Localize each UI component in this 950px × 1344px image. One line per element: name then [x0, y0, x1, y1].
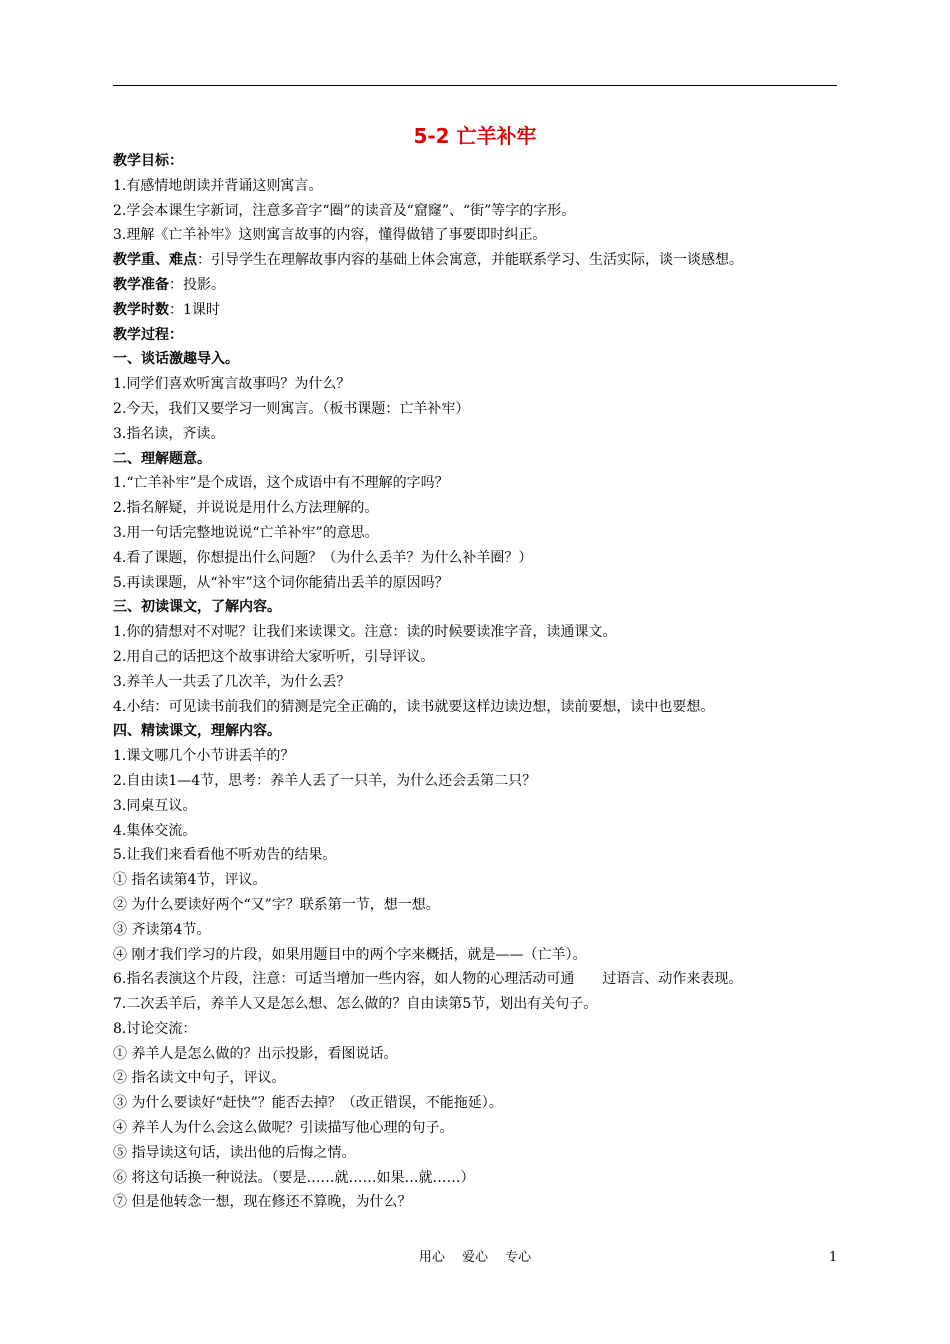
line-text: 3.同桌互议。 [113, 797, 197, 814]
text-line [113, 397, 843, 422]
line-label: 教学过程： [113, 326, 183, 343]
text-line [113, 372, 843, 397]
text-line [113, 496, 843, 521]
header-rule [113, 85, 837, 86]
text-line [113, 893, 843, 918]
line-text: 2.自由读1—4节，思考：养羊人丢了一只羊，为什么还会丢第二只？ [113, 772, 537, 789]
line-text: ④ 养羊人为什么会这么做呢？引读描写他心理的句子。 [113, 1120, 454, 1137]
line-text: 2.学会本课生字新词，注意多音字“圈”的读音及“窟窿”、“街”等字的字形。 [113, 202, 576, 219]
line-text: 4.小结：可见读书前我们的猜测是完全正确的，读书就要这样边读边想，读前要想，读中也要想。 [113, 698, 715, 715]
text-line [113, 323, 843, 348]
text-line [113, 521, 843, 546]
line-text: 2.指名解疑，并说说是用什么方法理解的。 [113, 500, 379, 517]
lesson-body [113, 149, 843, 1215]
line-text: 1.你的猜想对不对呢？让我们来读课文。注意：读的时候要读准字音，读通课文。 [113, 624, 617, 641]
text-line [113, 1141, 843, 1166]
line-label: 教学重、难点 [113, 252, 197, 269]
line-text: 1.有感情地朗读并背诵这则寓言。 [113, 177, 323, 194]
text-line [113, 794, 843, 819]
text-line [113, 918, 843, 943]
text-line [113, 843, 843, 868]
text-line [113, 1116, 843, 1141]
text-line [113, 571, 843, 596]
text-line [113, 695, 843, 720]
text-line [113, 298, 843, 323]
text-line [113, 868, 843, 893]
text-line [113, 223, 843, 248]
line-text: 4.集体交流。 [113, 822, 197, 839]
text-line [113, 546, 843, 571]
line-text: 3.指名读，齐读。 [113, 425, 225, 442]
text-line [113, 248, 843, 273]
text-line [113, 819, 843, 844]
text-line [113, 1017, 843, 1042]
line-text: 1.“亡羊补牢”是个成语，这个成语中有不理解的字吗？ [113, 475, 449, 492]
text-line [113, 422, 843, 447]
line-text: ③ 齐读第4节。 [113, 921, 211, 938]
text-line [113, 719, 843, 744]
text-line [113, 1066, 843, 1091]
text-line [113, 769, 843, 794]
line-text: ⑦ 但是他转念一想，现在修还不算晚，为什么？ [113, 1194, 412, 1211]
line-text: 5.让我们来看看他不听劝告的结果。 [113, 847, 337, 864]
text-line [113, 471, 843, 496]
line-label: 四、精读课文，理解内容。 [113, 723, 281, 740]
page-footer [0, 1248, 950, 1268]
line-text: 1.课文哪几个小节讲丢羊的？ [113, 748, 295, 765]
line-text: ① 养羊人是怎么做的？出示投影，看图说话。 [113, 1045, 398, 1062]
line-label: 教学目标： [113, 153, 183, 169]
line-text: 8.讨论交流： [113, 1020, 197, 1037]
text-line [113, 1190, 843, 1215]
line-label: 一、谈话激趣导入。 [113, 351, 239, 368]
line-label: 教学准备 [113, 276, 169, 293]
text-line [113, 347, 843, 372]
line-text: ：1课时 [169, 301, 220, 318]
text-line [113, 1091, 843, 1116]
text-line [113, 1166, 843, 1191]
line-text: 7.二次丢羊后，养羊人又是怎么想、怎么做的？自由读第5节，划出有关句子。 [113, 996, 598, 1013]
line-text: 3.用一句话完整地说说“亡羊补牢”的意思。 [113, 524, 379, 541]
line-text: 1.同学们喜欢听寓言故事吗？为什么？ [113, 376, 351, 393]
line-text: 6.指名表演这个片段，注意：可适当增加一些内容，如人物的心理活动可通 过语言、动作来表现。 [113, 971, 743, 988]
line-text: ⑥ 将这句话换一种说法。（要是……就……如果…就……） [113, 1169, 475, 1186]
page-title: 5-2 亡羊补牢 [413, 124, 537, 148]
text-line [113, 1042, 843, 1067]
line-text: ：引导学生在理解故事内容的基础上体会寓意，并能联系学习、生活实际，谈一谈感想。 [197, 252, 743, 269]
line-text: 2.今天，我们又要学习一则寓言。（板书课题：亡羊补牢） [113, 400, 470, 417]
text-line [113, 744, 843, 769]
line-label: 二、理解题意。 [113, 450, 211, 467]
text-line [113, 199, 843, 224]
line-text: ② 指名读文中句子，评议。 [113, 1070, 286, 1087]
text-line [113, 273, 843, 298]
text-line [113, 149, 843, 174]
text-line [113, 447, 843, 472]
line-text: ④ 刚才我们学习的片段，如果用题目中的两个字来概括，就是——（亡羊）。 [113, 946, 587, 963]
text-line [113, 992, 843, 1017]
text-line [113, 645, 843, 670]
line-text: 2.用自己的话把这个故事讲给大家听听，引导评议。 [113, 648, 435, 665]
text-line [113, 670, 843, 695]
line-label: 教学时数 [113, 301, 169, 318]
line-text: 4.看了课题，你想提出什么问题？（为什么丢羊？为什么补羊圈？） [113, 549, 533, 566]
footer-motto: 用心 爱心 专心 [418, 1250, 532, 1265]
line-text: ① 指名读第4节，评议。 [113, 872, 267, 889]
line-text: 5.再读课题，从“补牢”这个词你能猜出丢羊的原因吗？ [113, 574, 449, 591]
line-text: ：投影。 [169, 276, 225, 293]
page-number: 1 [829, 1250, 838, 1265]
line-text: ⑤ 指导读这句话，读出他的后悔之情。 [113, 1144, 356, 1161]
line-text: 3.理解《亡羊补牢》这则寓言故事的内容，懂得做错了事要即时纠正。 [113, 227, 547, 244]
text-line [113, 174, 843, 199]
line-label: 三、初读课文，了解内容。 [113, 599, 281, 616]
text-line [113, 595, 843, 620]
line-text: ③ 为什么要读好“赶快”？能否去掉？（改正错误，不能拖延）。 [113, 1095, 503, 1112]
text-line [113, 967, 843, 992]
line-text: 3.养羊人一共丢了几次羊，为什么丢？ [113, 673, 351, 690]
text-line [113, 943, 843, 968]
line-text: ② 为什么要读好两个“又”字？联系第一节，想一想。 [113, 896, 440, 913]
text-line [113, 620, 843, 645]
